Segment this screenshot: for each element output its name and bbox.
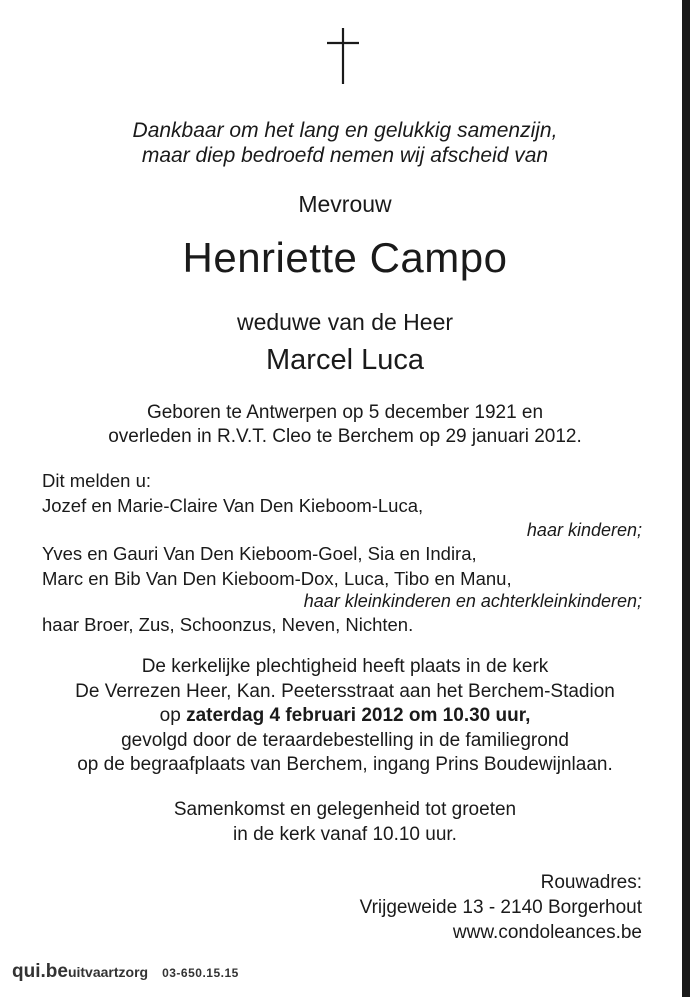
cross-icon (326, 28, 360, 84)
gathering-line-2: in de kerk vanaf 10.10 uur. (233, 824, 457, 845)
ceremony-line-1: De kerkelijke plechtigheid heeft plaats in de kerk (141, 656, 549, 677)
grandchildren-label: haar kleinkinderen en achterkleinkinderen; (303, 591, 642, 611)
funeral-service-footer (12, 961, 239, 983)
ceremony-line-4: gevolgd door de teraardebestelling in de familiegrond (121, 729, 569, 751)
widow-of: weduwe van de Heer (236, 309, 454, 335)
ceremony-date: zaterdag 4 februari 2012 om 10.30 uur, (186, 705, 531, 726)
mourning-address (360, 870, 642, 945)
grandchildren-line-1: Yves en Gauri Van Den Kieboom-Goel, Sia en Indira, (42, 543, 477, 564)
intro-line-2: maar diep bedroefd nemen wij afscheid van (141, 144, 549, 167)
ceremony-line-3 (0, 704, 690, 729)
intro-text (0, 118, 690, 168)
address-label: Rouwadres: (540, 872, 642, 893)
ceremony-line-2: De Verrezen Heer, Kan. Peetersstraat aan het Berchem-Stadion (75, 680, 615, 702)
footer-phone: 03-650.15.15 (162, 966, 239, 980)
birth-death-info (0, 401, 690, 449)
ceremony-line-5: op de begraafplaats van Berchem, ingang Prins Boudewijnlaan. (77, 754, 613, 775)
address-website[interactable]: www.condoleances.be (452, 922, 642, 943)
birth-line-2: overleden in R.V.T. Cleo te Berchem op 29 januari 2012. (108, 426, 582, 447)
gathering-line-1: Samenkomst en gelegenheid tot groeten (173, 799, 517, 820)
footer-brand-sub: uitvaartzorg (67, 964, 149, 980)
ceremony-info (0, 655, 690, 778)
intro-line-1: Dankbaar om het lang en gelukkig samenzijn, (132, 119, 558, 142)
footer-brand: qui.be (12, 961, 68, 982)
relatives-line: haar Broer, Zus, Schoonzus, Neven, Nichten. (42, 614, 414, 635)
honorific: Mevrouw (298, 191, 392, 217)
announcers-heading: Dit melden u: (42, 470, 151, 491)
grandchildren-line-2: Marc en Bib Van Den Kieboom-Dox, Luca, Tibo en Manu, (42, 568, 512, 589)
gathering-info (0, 797, 690, 847)
deceased-name: Henriette Campo (182, 234, 508, 281)
children-label: haar kinderen; (526, 520, 642, 540)
address-street: Vrijgeweide 13 - 2140 Borgerhout (359, 897, 642, 918)
ceremony-date-prefix: op (159, 705, 187, 726)
husband-name: Marcel Luca (266, 344, 424, 376)
birth-line-1: Geboren te Antwerpen op 5 december 1921 en (146, 402, 544, 423)
children-names: Jozef en Marie-Claire Van Den Kieboom-Luca, (42, 495, 424, 516)
